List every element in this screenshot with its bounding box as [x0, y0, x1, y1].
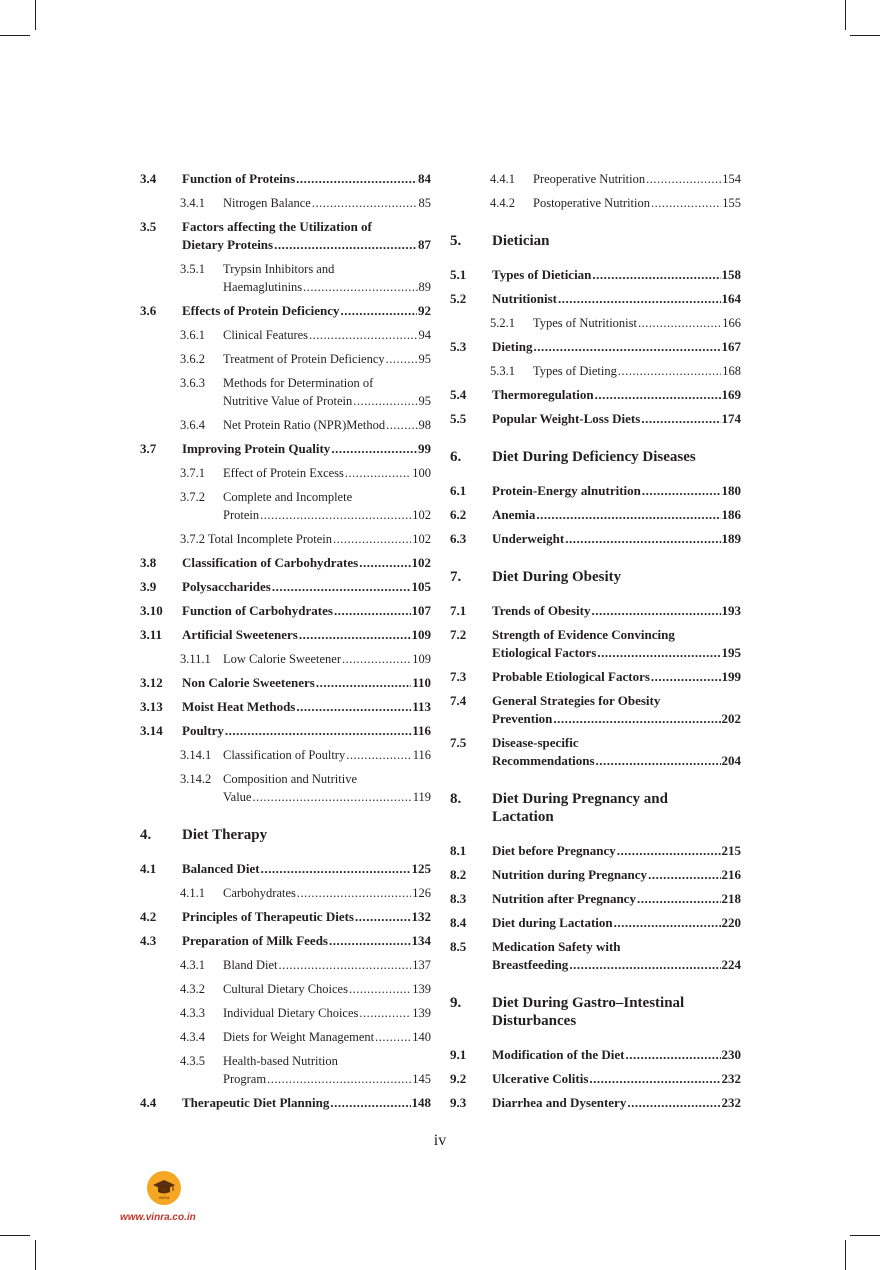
toc-entry-title-line: Diet During Gastro–Intestinal	[492, 995, 685, 1011]
toc-entry-number: 3.6.2	[180, 352, 205, 366]
toc-entry-title: Protein	[223, 508, 260, 522]
dot-leader	[617, 842, 721, 860]
toc-entry-title: Anemia	[492, 507, 536, 522]
toc-entry-title-line: Medication Safety with	[492, 939, 621, 954]
toc-entry-title: Balanced Diet	[182, 861, 260, 876]
toc-entry-number: 3.14	[140, 723, 163, 738]
toc-entry-title-line: Diet During Pregnancy and	[492, 791, 668, 807]
toc-page-number: 189	[721, 531, 741, 546]
toc-page-number: 109	[411, 627, 431, 642]
toc-page-number: 139	[412, 982, 431, 996]
toc-page-number: 148	[411, 1095, 431, 1110]
toc-page-number: 134	[411, 933, 431, 948]
dot-leader	[589, 1070, 720, 1088]
toc-entry-title: Clinical Features	[223, 328, 309, 342]
toc-entry-number: 3.10	[140, 603, 163, 618]
toc-entry-title: Popular Weight-Loss Diets	[492, 411, 641, 426]
toc-entry-title: Ulcerative Colitis	[492, 1071, 589, 1086]
dot-leader	[595, 386, 721, 404]
dot-leader	[646, 170, 721, 188]
toc-page-number: 224	[721, 957, 741, 972]
toc-entry-title: Carbohydrates	[223, 886, 296, 900]
dot-leader	[299, 626, 411, 644]
toc-entry-title: Poultry	[182, 723, 224, 738]
toc-entry-number: 8.4	[450, 915, 467, 930]
toc-entry-number: 4.3.3	[180, 1006, 205, 1020]
toc-entry-number: 4.3	[140, 933, 157, 948]
toc-entry-number: 9.3	[450, 1095, 467, 1110]
publisher-logo	[147, 1171, 181, 1205]
toc-page-number: 87	[418, 237, 431, 252]
toc-page-number: 85	[418, 196, 431, 210]
toc-page-number: 92	[418, 303, 431, 318]
dot-leader	[349, 980, 411, 998]
dot-leader	[553, 710, 720, 728]
dot-leader	[569, 956, 720, 974]
toc-entry-title: Breastfeeding	[492, 957, 569, 972]
toc-entry-number: 4.3.5	[180, 1054, 205, 1068]
toc-page-number: 109	[412, 652, 431, 666]
toc-entry-title: Diet before Pregnancy	[492, 843, 616, 858]
toc-entry-title: Bland Diet	[223, 958, 278, 972]
toc-page-number: 95	[418, 394, 431, 408]
toc-entry-number: 3.7.2	[180, 490, 205, 504]
toc-entry-title: Individual Dietary Choices	[223, 1006, 359, 1020]
toc-entry-title: Diarrhea and Dysentery	[492, 1095, 627, 1110]
toc-entry-number: 3.6	[140, 303, 157, 318]
toc-entry-title: Artificial Sweeteners	[182, 627, 298, 642]
toc-entry-title: Polysaccharides	[182, 579, 271, 594]
toc-page-number: 102	[412, 532, 431, 546]
toc-entry-number: 4.3.4	[180, 1030, 205, 1044]
toc-entry-number: 4.3.1	[180, 958, 205, 972]
toc-entry-number: 3.5.1	[180, 262, 205, 276]
dot-leader	[309, 326, 417, 344]
toc-entry-number: 9.1	[450, 1047, 467, 1062]
dot-leader	[651, 194, 721, 212]
toc-page-number: 113	[412, 699, 431, 714]
toc-entry-title: Dietician	[492, 233, 550, 249]
dot-leader	[267, 1070, 411, 1088]
toc-entry-title-line: Methods for Determination of	[223, 376, 374, 390]
toc-entry-number: 7.3	[450, 669, 467, 684]
toc-entry-title: Nitrogen Balance	[223, 196, 311, 210]
toc-entry-title: Diet during Lactation	[492, 915, 613, 930]
toc-entry-title: Function of Carbohydrates	[182, 603, 333, 618]
dot-leader	[565, 530, 720, 548]
dot-leader	[261, 860, 411, 878]
toc-entry-title: Types of Dietician	[492, 267, 592, 282]
toc-entry-title: Dieting	[492, 339, 533, 354]
toc-entry-title: Diet During Obesity	[492, 569, 622, 585]
toc-page-number: 230	[721, 1047, 741, 1062]
toc-page-number: 167	[721, 339, 741, 354]
toc-entry-number: 5.1	[450, 267, 467, 282]
graduation-cap-icon	[151, 1175, 177, 1201]
toc-entry-title: Improving Protein Quality	[182, 441, 331, 456]
toc-page-number: 99	[418, 441, 431, 456]
toc-entry-number: 5.	[450, 233, 462, 249]
toc-entry-number: 9.	[450, 995, 462, 1011]
toc-page-number: 102	[412, 508, 431, 522]
toc-entry-title-line: Strength of Evidence Convincing	[492, 627, 675, 642]
dot-leader	[272, 578, 411, 596]
dot-leader	[279, 956, 412, 974]
dot-leader	[386, 350, 418, 368]
dot-leader	[303, 278, 417, 296]
toc-entry-number: 6.1	[450, 483, 467, 498]
toc-entry-number: 5.5	[450, 411, 467, 426]
dot-leader	[331, 440, 417, 458]
toc-entry-title: Treatment of Protein Deficiency	[223, 352, 385, 366]
toc-entry-title-line: Complete and Incomplete	[223, 490, 353, 504]
toc-entry-title-line: Health-based Nutrition	[223, 1054, 338, 1068]
toc-entry-number: 4.3.2	[180, 982, 205, 996]
toc-page-number: 95	[418, 352, 431, 366]
dot-leader	[641, 410, 720, 428]
toc-entry-title: Nutrition after Pregnancy	[492, 891, 636, 906]
toc-page-number: 116	[412, 723, 431, 738]
toc-entry-number: 3.13	[140, 699, 163, 714]
toc-entry-number: 3.4.1	[180, 196, 205, 210]
toc-page-number: 218	[721, 891, 741, 906]
toc-entry-title: Nutritive Value of Protein	[223, 394, 353, 408]
toc-entry-title: Program	[223, 1072, 267, 1086]
crop-mark	[850, 35, 880, 36]
toc-entry-number: 3.4	[140, 171, 157, 186]
toc-entry-number: 3.12	[140, 675, 163, 690]
crop-mark	[35, 0, 36, 30]
toc-page-number: 84	[418, 171, 431, 186]
dot-leader	[533, 338, 720, 356]
toc-page-number: 102	[411, 555, 431, 570]
toc-page-number: 126	[412, 886, 431, 900]
toc-page-number: 100	[412, 466, 431, 480]
toc-entry-number: 8.3	[450, 891, 467, 906]
toc-entry-number: 3.11	[140, 627, 163, 642]
toc-entry-number: 8.	[450, 791, 462, 807]
toc-entry-number: 3.6.4	[180, 418, 205, 432]
toc-entry-number: 4.4.2	[490, 196, 515, 210]
toc-entry-title: Recommendations	[492, 753, 595, 768]
toc-entry-number: 8.5	[450, 939, 467, 954]
toc-entry-number: 5.2.1	[490, 316, 515, 330]
dot-leader	[296, 170, 417, 188]
toc-page-number: 180	[721, 483, 741, 498]
toc-entry-title: Trends of Obesity	[492, 603, 591, 618]
toc-entry-title: Preparation of Milk Feeds	[182, 933, 328, 948]
toc-entry-title: Value	[223, 790, 252, 804]
toc-entry-title: Protein-Energy alnutrition	[492, 483, 641, 498]
crop-mark	[35, 1240, 36, 1270]
toc-entry-title: Nutrition during Pregnancy	[492, 867, 648, 882]
toc-entry-title: Prevention	[492, 711, 553, 726]
toc-entry-title: Diet Therapy	[182, 827, 268, 843]
svg-text:VinRa: VinRa	[158, 1195, 170, 1200]
toc-entry-number: 6.	[450, 449, 462, 465]
toc-entry-title-line: General Strategies for Obesity	[492, 693, 661, 708]
toc-page-number: 125	[411, 861, 431, 876]
page-number: iv	[433, 1132, 447, 1149]
website-link[interactable]: www.vinra.co.in	[120, 1212, 196, 1223]
toc-page-number: 164	[721, 291, 741, 306]
dot-leader	[225, 722, 411, 740]
toc-page-number: 166	[722, 316, 741, 330]
dot-leader	[260, 506, 411, 524]
dot-leader	[386, 416, 417, 434]
toc-page-number: 174	[721, 411, 741, 426]
dot-leader	[346, 746, 411, 764]
dot-leader	[297, 884, 411, 902]
toc-page-number: 137	[412, 958, 431, 972]
dot-leader	[637, 890, 721, 908]
toc-page-number: 186	[721, 507, 741, 522]
toc-entry-number: 7.	[450, 569, 462, 585]
toc-page-number: 107	[411, 603, 431, 618]
toc-entry-title: Types of Dieting	[533, 364, 617, 378]
toc-entry-title-line: Trypsin Inhibitors and	[223, 262, 335, 276]
toc-page-number: 195	[721, 645, 741, 660]
toc-entry-title: Etiological Factors	[492, 645, 597, 660]
dot-leader	[355, 908, 411, 926]
dot-leader	[618, 362, 721, 380]
toc-entry-number: 7.2	[450, 627, 467, 642]
toc-page-number: 168	[722, 364, 741, 378]
dot-leader	[591, 602, 720, 620]
crop-mark	[845, 0, 846, 30]
dot-leader	[296, 698, 411, 716]
toc-entry-number: 3.14.2	[180, 772, 212, 786]
toc-entry-number: 4.	[140, 827, 152, 843]
crop-mark	[850, 1235, 880, 1236]
toc-page-number: 116	[412, 748, 431, 762]
toc-entry-title: Lactation	[492, 809, 554, 825]
toc-entry-title-line: Factors affecting the Utilization of	[182, 219, 372, 234]
toc-page-number: 94	[418, 328, 431, 342]
toc-page-number: 204	[721, 753, 741, 768]
dot-leader	[651, 668, 721, 686]
toc-entry-number: 3.9	[140, 579, 157, 594]
dot-leader	[330, 1094, 410, 1112]
dot-leader	[341, 302, 417, 320]
toc-entry-title: Therapeutic Diet Planning	[182, 1095, 330, 1110]
toc-entry-number: 5.3	[450, 339, 467, 354]
toc-page-number: 232	[721, 1095, 741, 1110]
dot-leader	[333, 530, 411, 548]
toc-entry-title: Underweight	[492, 531, 565, 546]
toc-entry-number: 4.1.1	[180, 886, 205, 900]
toc-entry-title: Postoperative Nutrition	[533, 196, 650, 210]
dot-leader	[274, 236, 417, 254]
dot-leader	[329, 932, 411, 950]
dot-leader	[592, 266, 720, 284]
toc-entry-title: Diets for Weight Management	[223, 1030, 375, 1044]
toc-entry-number: 3.5	[140, 219, 157, 234]
toc-entry-number: 8.2	[450, 867, 467, 882]
dot-leader	[642, 482, 721, 500]
dot-leader	[648, 866, 720, 884]
toc-entry-title: Dietary Proteins	[182, 237, 274, 252]
toc-page-number: 154	[722, 172, 741, 186]
toc-page-number: 215	[721, 843, 741, 858]
toc-entry-title: Principles of Therapeutic Diets	[182, 909, 354, 924]
toc-entry-number: 8.1	[450, 843, 467, 858]
toc-page-number: 216	[721, 867, 741, 882]
dot-leader	[597, 644, 720, 662]
dot-leader	[316, 674, 411, 692]
toc-entry-title: Classification of Carbohydrates	[182, 555, 359, 570]
toc-page-number: 193	[721, 603, 741, 618]
dot-leader	[614, 914, 721, 932]
toc-entry-title: Diet During Deficiency Diseases	[492, 449, 696, 465]
toc-entry-title: Disturbances	[492, 1013, 577, 1029]
toc-entry-number: 3.6.1	[180, 328, 205, 342]
toc-entry-title: Types of Nutritionist	[533, 316, 637, 330]
toc-entry-title: Nutritionist	[492, 291, 557, 306]
dot-leader	[638, 314, 721, 332]
toc-entry-number: 6.3	[450, 531, 467, 546]
toc-entry-title: Classification of Poultry	[223, 748, 346, 762]
dot-leader	[334, 602, 411, 620]
dot-leader	[359, 1004, 411, 1022]
toc-entry-title: Preoperative Nutrition	[533, 172, 646, 186]
toc-page-number: 89	[418, 280, 431, 294]
dot-leader	[558, 290, 721, 308]
toc-entry-title: Cultural Dietary Choices	[223, 982, 348, 996]
toc-page-number: 119	[412, 790, 431, 804]
dot-leader	[596, 752, 721, 770]
crop-mark	[0, 1235, 30, 1236]
toc-entry-number: 6.2	[450, 507, 467, 522]
toc-page-number: 105	[411, 579, 431, 594]
dot-leader	[312, 194, 418, 212]
dot-leader	[536, 506, 720, 524]
toc-entry-title: Effects of Protein Deficiency	[182, 303, 340, 318]
dot-leader	[375, 1028, 411, 1046]
toc-entry-number: 3.8	[140, 555, 157, 570]
toc-entry-number: 3.7.1	[180, 466, 205, 480]
dot-leader	[627, 1094, 720, 1112]
dot-leader	[626, 1046, 721, 1064]
crop-mark	[0, 35, 30, 36]
toc-entry-number: 3.14.1	[180, 748, 212, 762]
dot-leader	[359, 554, 410, 572]
toc-entry-number: 3.6.3	[180, 376, 205, 390]
toc-page-number: 155	[722, 196, 741, 210]
toc-entry-number: 7.5	[450, 735, 467, 750]
toc-entry-number: 4.2	[140, 909, 157, 924]
toc-entry-title: Modification of the Diet	[492, 1047, 625, 1062]
toc-entry-number: 3.11.1	[180, 652, 211, 666]
toc-entry-title: Function of Proteins	[182, 171, 296, 186]
toc-page-number: 145	[412, 1072, 431, 1086]
crop-mark	[845, 1240, 846, 1270]
toc-entry-number: 4.1	[140, 861, 157, 876]
toc-page-number: 232	[721, 1071, 741, 1086]
dot-leader	[342, 650, 411, 668]
toc-entry-number: 5.3.1	[490, 364, 515, 378]
toc-entry-number: 5.2	[450, 291, 467, 306]
toc-page-number: 140	[412, 1030, 431, 1044]
toc-page-number: 132	[411, 909, 431, 924]
toc-entry-title: Moist Heat Methods	[182, 699, 296, 714]
toc-entry-title: Non Calorie Sweeteners	[182, 675, 315, 690]
toc-entry-title: Net Protein Ratio (NPR)Method	[223, 418, 386, 432]
toc-page-number: 199	[721, 669, 741, 684]
toc-entry-title-line: Disease-specific	[492, 735, 579, 750]
toc-entry-title: Low Calorie Sweetener	[223, 652, 342, 666]
toc-entry-number: 7.4	[450, 693, 467, 708]
toc-page-number: 158	[721, 267, 741, 282]
dot-leader	[252, 788, 411, 806]
toc-entry-title: 3.7.2 Total Incomplete Protein	[180, 532, 332, 546]
toc-page-number: 110	[412, 675, 431, 690]
toc-entry-title-line: Composition and Nutritive	[223, 772, 358, 786]
toc-entry-title: Probable Etiological Factors	[492, 669, 650, 684]
dot-leader	[353, 392, 417, 410]
toc-entry-number: 4.4	[140, 1095, 157, 1110]
toc-page-number: 139	[412, 1006, 431, 1020]
toc-entry-number: 3.7	[140, 441, 157, 456]
toc-entry-title: Thermoregulation	[492, 387, 594, 402]
toc-page-number: 169	[721, 387, 741, 402]
toc-entry-number: 9.2	[450, 1071, 467, 1086]
toc-entry-title: Effect of Protein Excess	[223, 466, 344, 480]
toc-entry-number: 7.1	[450, 603, 467, 618]
toc-entry-title: Haemaglutinins	[223, 280, 303, 294]
toc-page-number: 98	[418, 418, 431, 432]
toc-entry-number: 4.4.1	[490, 172, 515, 186]
toc-page-number: 220	[721, 915, 741, 930]
dot-leader	[345, 464, 411, 482]
toc-entry-number: 5.4	[450, 387, 467, 402]
toc-page-number: 202	[721, 711, 741, 726]
